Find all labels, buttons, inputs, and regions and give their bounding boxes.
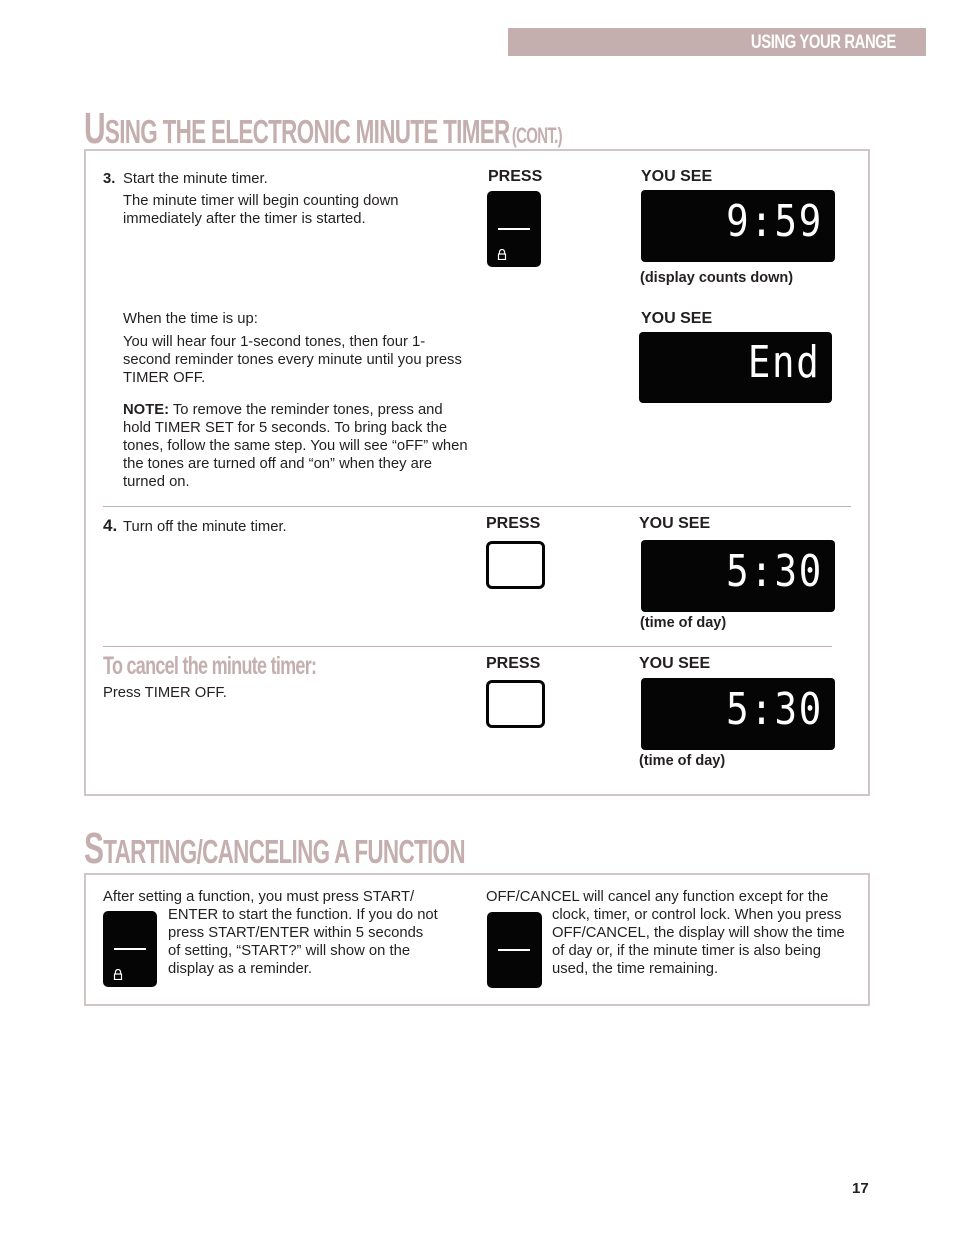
timer-off-key[interactable] [486, 541, 545, 589]
start-key[interactable] [487, 191, 541, 267]
time-up-heading: When the time is up: [123, 311, 258, 327]
key-bar [114, 948, 146, 950]
page-number: 17 [852, 1180, 869, 1197]
time-up-note [123, 401, 468, 491]
time-up-display [639, 332, 832, 403]
step4-display-caption: (time of day) [640, 615, 727, 631]
step4-press-label: PRESS [486, 515, 541, 532]
timer-section-title [84, 104, 562, 154]
title-rest: TARTING/CANCELING A FUNCTION [103, 833, 465, 870]
off-cancel-key[interactable] [487, 912, 542, 988]
title-suffix: (CONT.) [511, 123, 562, 148]
note-label: NOTE: [123, 402, 170, 418]
title-initial: U [84, 104, 105, 153]
step4-number: 4. [103, 516, 118, 535]
function-right-rest: clock, timer, or control lock. When you press OFF/CANCEL, the display will show the time of day or, if the minute timer is also being used, the time remaining. [552, 907, 845, 977]
cancel-you-see-label: YOU SEE [639, 655, 711, 672]
key-bar [498, 949, 530, 951]
header-section-label: USING YOUR RANGE [750, 32, 896, 53]
display-readout: 5:30 [726, 546, 823, 597]
start-enter-key[interactable] [103, 911, 157, 987]
cancel-display-caption: (time of day) [639, 753, 726, 769]
function-left-rest: ENTER to start the function. If you do not press START/ENTER within 5 seconds of setting, “START?” will show on the display as a reminder. [168, 907, 438, 977]
title-initial: S [84, 824, 104, 873]
cancel-timer-heading: To cancel the minute timer: [103, 652, 317, 680]
step3-body: The minute timer will begin counting down immediately after the timer is started. [123, 193, 399, 227]
step3-display [641, 190, 835, 262]
step4-you-see-label: YOU SEE [639, 515, 711, 532]
divider [103, 506, 851, 507]
time-up-you-see-label: YOU SEE [641, 310, 713, 327]
divider [103, 646, 832, 647]
display-readout: 5:30 [726, 684, 823, 735]
note-body: To remove the reminder tones, press and hold TIMER SET for 5 seconds. To bring back the tones, follow the same step. You will see “oFF” when the tones are turned off and “on” when they are turned on. [123, 402, 468, 490]
function-left-first: After setting a function, you must press START/ [103, 889, 415, 905]
title-rest: SING THE ELECTRONIC MINUTE TIMER [104, 113, 510, 150]
key-bar [498, 228, 530, 230]
cancel-display [641, 678, 835, 750]
step3-press-label: PRESS [488, 168, 543, 185]
step3-display-caption: (display counts down) [640, 270, 794, 286]
lock-icon [497, 249, 507, 260]
step3-number: 3. [103, 171, 116, 187]
step4-display [641, 540, 835, 612]
display-readout: End [747, 337, 820, 388]
function-right-first: OFF/CANCEL will cancel any function except for the [486, 889, 829, 905]
step4-heading: Turn off the minute timer. [123, 519, 287, 535]
cancel-timer-body: Press TIMER OFF. [103, 685, 227, 701]
timer-off-key[interactable] [486, 680, 545, 728]
time-up-body: You will hear four 1-second tones, then four 1-second reminder tones every minute until you press TIMER OFF. [123, 334, 462, 386]
step3-you-see-label: YOU SEE [641, 168, 713, 185]
header-bar [508, 28, 926, 56]
cancel-press-label: PRESS [486, 655, 541, 672]
lock-icon [113, 969, 123, 980]
function-section-title [84, 824, 465, 874]
display-readout: 9:59 [726, 196, 823, 247]
step3-heading: Start the minute timer. [123, 171, 268, 187]
